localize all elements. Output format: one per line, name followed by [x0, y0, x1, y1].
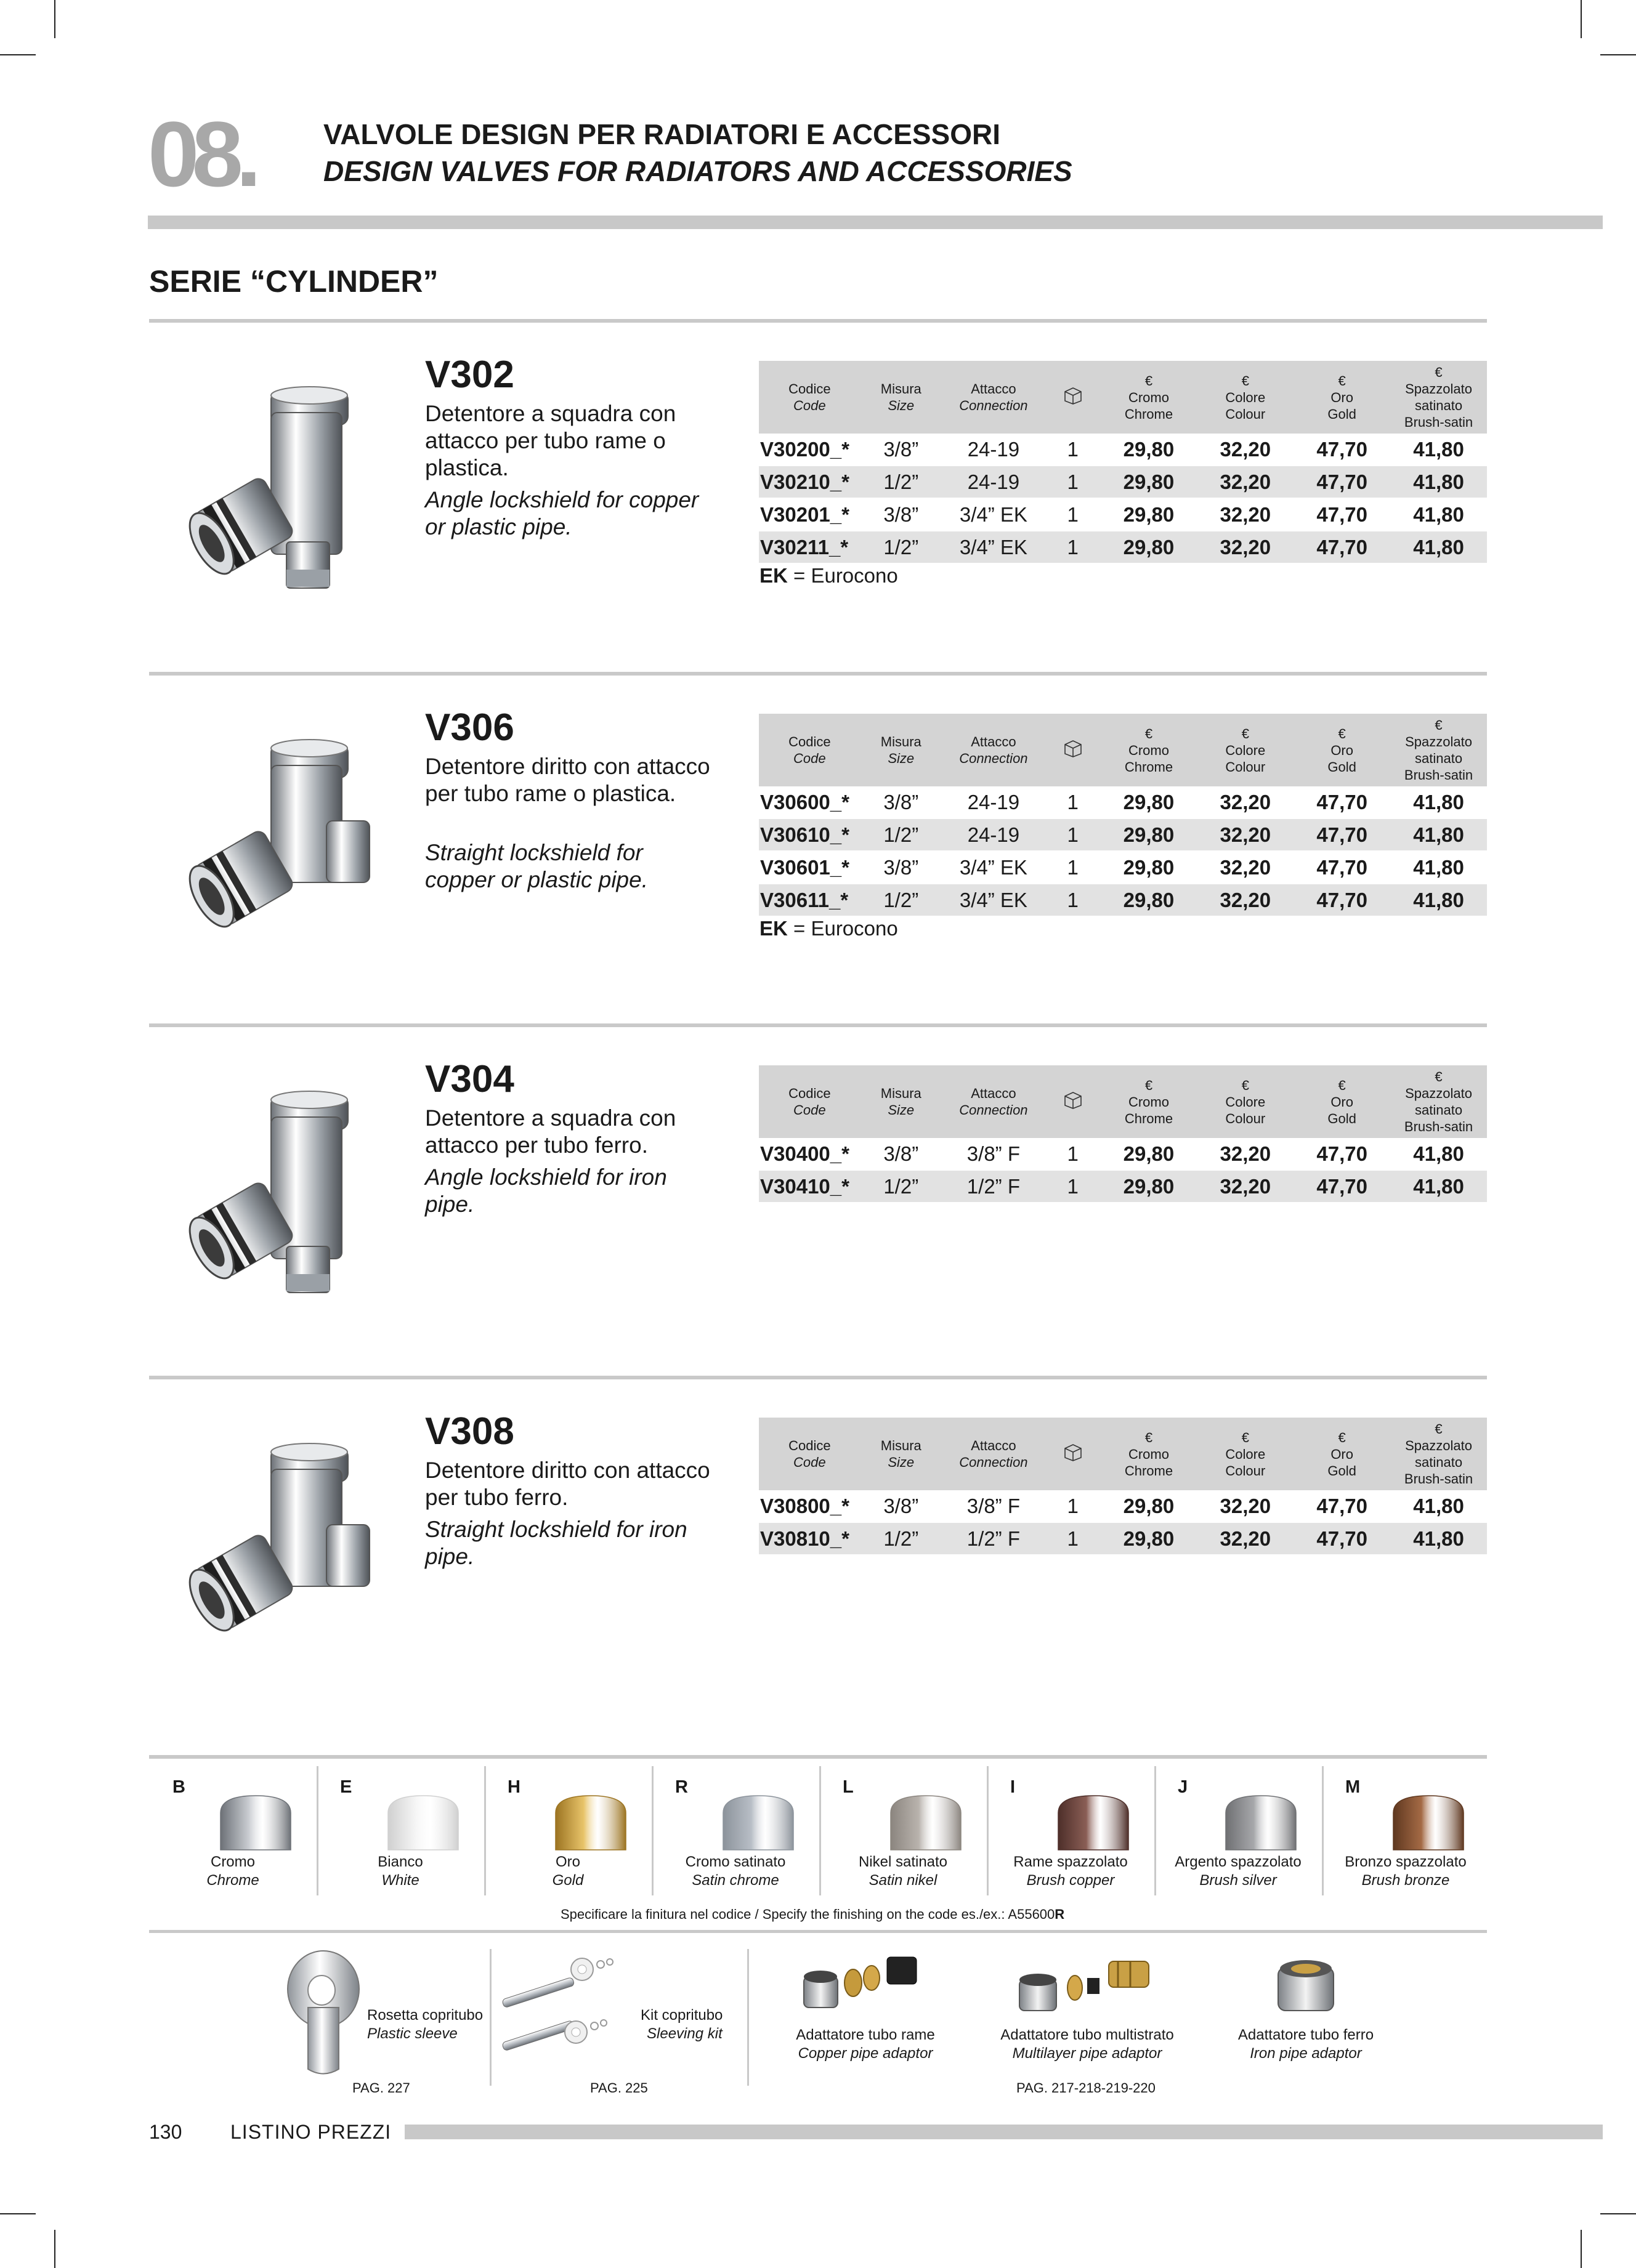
- cell-price-gold: 47,70: [1294, 851, 1390, 884]
- cell-price-chrome: 29,80: [1101, 884, 1197, 916]
- footer-label: LISTINO PREZZI: [230, 2121, 392, 2143]
- page-number: 130: [149, 2121, 182, 2143]
- product-code: V308: [425, 1410, 514, 1453]
- col-colour: € Colore Colour: [1197, 714, 1294, 786]
- finish-brush-copper[interactable]: [987, 1766, 1156, 1895]
- col-code: Codice Code: [759, 361, 861, 434]
- product-description-en: Straight lockshield for copper or plastic pipe.: [425, 840, 648, 892]
- cell-connection: 24-19: [942, 434, 1045, 466]
- finish-chrome[interactable]: [149, 1766, 318, 1895]
- series-title: SERIE “CYLINDER”: [149, 264, 439, 299]
- product-description-it: Detentore a squadra con attacco per tubo rame o plastica.: [425, 401, 676, 480]
- cell-price-gold: 47,70: [1294, 1138, 1390, 1170]
- finish-swatch: [383, 1788, 463, 1856]
- product-description-it: Detentore diritto con attacco per tubo rame o plastica.: [425, 754, 710, 806]
- col-code: Codice Code: [759, 1418, 861, 1490]
- accessory-divider: [747, 1949, 749, 2086]
- cell-price-gold: 47,70: [1294, 1490, 1390, 1522]
- col-brush: € Spazzolato satinato Brush-satin: [1390, 361, 1487, 434]
- product-description-en: Angle lockshield for iron pipe.: [425, 1164, 667, 1217]
- table-row[interactable]: [759, 1138, 1487, 1170]
- cell-pack: 1: [1045, 884, 1101, 916]
- valve-image[interactable]: [179, 1432, 413, 1679]
- cell-code: V30400_*: [759, 1138, 861, 1170]
- col-connection: Attacco Connection: [942, 1065, 1045, 1138]
- copper-adaptor-caption: Adattatore tubo rame Copper pipe adaptor: [796, 2027, 935, 2062]
- cell-size: 1/2”: [861, 466, 942, 498]
- product-block-v304: [0, 1049, 1636, 1394]
- cell-price-colour: 32,20: [1197, 1490, 1294, 1522]
- cell-price-gold: 47,70: [1294, 434, 1390, 466]
- col-code: Codice Code: [759, 1065, 861, 1138]
- table-row[interactable]: [759, 884, 1487, 916]
- cell-price-chrome: 29,80: [1101, 1138, 1197, 1170]
- footer-bar: [405, 2125, 1603, 2139]
- cell-price-chrome: 29,80: [1101, 434, 1197, 466]
- page-ref-kit[interactable]: PAG. 225: [590, 2080, 648, 2096]
- col-colour: € Colore Colour: [1197, 1065, 1294, 1138]
- finish-letter: E: [340, 1777, 352, 1797]
- table-note: EK = Eurocono: [759, 564, 898, 587]
- cell-price-chrome: 29,80: [1101, 818, 1197, 851]
- col-chrome: € Cromo Chrome: [1101, 1065, 1197, 1138]
- col-size: Misura Size: [861, 714, 942, 786]
- cell-pack: 1: [1045, 434, 1101, 466]
- col-colour: € Colore Colour: [1197, 361, 1294, 434]
- cell-code: V30601_*: [759, 851, 861, 884]
- cell-price-colour: 32,20: [1197, 434, 1294, 466]
- cell-size: 1/2”: [861, 884, 942, 916]
- col-chrome: € Cromo Chrome: [1101, 714, 1197, 786]
- cell-price-gold: 47,70: [1294, 1170, 1390, 1203]
- section-title-it: VALVOLE DESIGN PER RADIATORI E ACCESSORI: [323, 118, 1001, 150]
- finish-letter: L: [843, 1777, 854, 1797]
- finish-brush-bronze[interactable]: [1322, 1766, 1489, 1895]
- finish-swatch: [886, 1788, 966, 1856]
- cell-price-colour: 32,20: [1197, 1138, 1294, 1170]
- finish-name-it: Nikel satinato: [858, 1854, 948, 1870]
- cell-price-colour: 32,20: [1197, 531, 1294, 563]
- finish-note: Specificare la finitura nel codice / Specify the finishing on the code es./ex.: A55600R: [561, 1907, 1065, 1922]
- box-icon: [1063, 385, 1083, 406]
- product-code: V306: [425, 706, 514, 749]
- crop-mark: [54, 2230, 55, 2268]
- cell-price-chrome: 29,80: [1101, 786, 1197, 818]
- cell-code: V30810_*: [759, 1522, 861, 1555]
- cell-connection: 24-19: [942, 786, 1045, 818]
- cell-size: 3/8”: [861, 434, 942, 466]
- cell-pack: 1: [1045, 818, 1101, 851]
- finish-letter: R: [675, 1777, 688, 1797]
- col-pack: [1045, 1418, 1101, 1490]
- col-pack: [1045, 714, 1101, 786]
- col-gold: € Oro Gold: [1294, 714, 1390, 786]
- product-code: V304: [425, 1058, 514, 1100]
- cell-connection: 3/4” EK: [942, 531, 1045, 563]
- cell-price-brush: 41,80: [1390, 1138, 1487, 1170]
- valve-image[interactable]: [179, 728, 413, 975]
- cell-pack: 1: [1045, 498, 1101, 531]
- cell-price-brush: 41,80: [1390, 498, 1487, 531]
- cell-price-gold: 47,70: [1294, 1522, 1390, 1555]
- cell-pack: 1: [1045, 1522, 1101, 1555]
- cell-size: 1/2”: [861, 1522, 942, 1555]
- table-row[interactable]: [759, 531, 1487, 563]
- price-table: [759, 714, 1487, 917]
- finish-letter: B: [172, 1777, 185, 1797]
- col-gold: € Oro Gold: [1294, 1418, 1390, 1490]
- finish-name-en: White: [381, 1872, 419, 1889]
- crop-mark: [0, 2213, 36, 2214]
- cell-connection: 3/4” EK: [942, 884, 1045, 916]
- table-row[interactable]: [759, 434, 1487, 466]
- cell-size: 1/2”: [861, 818, 942, 851]
- cell-price-brush: 41,80: [1390, 1170, 1487, 1203]
- finish-name-en: Chrome: [206, 1872, 259, 1889]
- finish-brush-silver[interactable]: [1154, 1766, 1324, 1895]
- finishes-bottom-divider: [149, 1930, 1487, 1933]
- cell-code: V30410_*: [759, 1170, 861, 1203]
- finish-satin-nikel[interactable]: [819, 1766, 989, 1895]
- section-divider: [149, 672, 1487, 676]
- cell-price-colour: 32,20: [1197, 498, 1294, 531]
- accessory-divider: [490, 1949, 492, 2086]
- cell-connection: 3/4” EK: [942, 498, 1045, 531]
- table-row[interactable]: [759, 851, 1487, 884]
- cell-price-gold: 47,70: [1294, 818, 1390, 851]
- price-table: [759, 1065, 1487, 1203]
- price-table: [759, 1418, 1487, 1556]
- box-icon: [1063, 1089, 1083, 1110]
- cell-code: V30210_*: [759, 466, 861, 498]
- cell-pack: 1: [1045, 531, 1101, 563]
- col-connection: Attacco Connection: [942, 714, 1045, 786]
- finish-letter: I: [1010, 1777, 1016, 1797]
- product-description-it: Detentore diritto con attacco per tubo ferro.: [425, 1458, 710, 1510]
- copper-adaptor-image[interactable]: [801, 1946, 924, 2014]
- cell-code: V30211_*: [759, 531, 861, 563]
- cell-price-brush: 41,80: [1390, 466, 1487, 498]
- cell-pack: 1: [1045, 466, 1101, 498]
- box-icon: [1063, 738, 1083, 759]
- col-size: Misura Size: [861, 361, 942, 434]
- col-brush: € Spazzolato satinato Brush-satin: [1390, 1065, 1487, 1138]
- cell-price-brush: 41,80: [1390, 531, 1487, 563]
- cell-code: V30600_*: [759, 786, 861, 818]
- cell-price-chrome: 29,80: [1101, 1490, 1197, 1522]
- cell-price-gold: 47,70: [1294, 786, 1390, 818]
- product-code: V302: [425, 353, 514, 396]
- finish-swatch: [1388, 1788, 1468, 1856]
- col-pack: [1045, 361, 1101, 434]
- finish-swatch: [551, 1788, 631, 1856]
- finish-name-en: Brush silver: [1199, 1872, 1277, 1889]
- col-colour: € Colore Colour: [1197, 1418, 1294, 1490]
- cell-connection: 3/8” F: [942, 1490, 1045, 1522]
- cell-price-chrome: 29,80: [1101, 1522, 1197, 1555]
- cell-price-colour: 32,20: [1197, 884, 1294, 916]
- cell-size: 3/8”: [861, 786, 942, 818]
- crop-mark: [1600, 54, 1636, 55]
- cell-price-brush: 41,80: [1390, 818, 1487, 851]
- finish-name-it: Rame spazzolato: [1013, 1854, 1128, 1870]
- table-row[interactable]: [759, 786, 1487, 818]
- finish-satin-chrome[interactable]: [652, 1766, 821, 1895]
- cell-pack: 1: [1045, 851, 1101, 884]
- finish-letter: H: [508, 1777, 520, 1797]
- product-block-v308: [0, 1402, 1636, 1746]
- col-brush: € Spazzolato satinato Brush-satin: [1390, 1418, 1487, 1490]
- finish-letter: J: [1178, 1777, 1188, 1797]
- cell-connection: 3/4” EK: [942, 851, 1045, 884]
- sleeving-kit-image[interactable]: [499, 1952, 641, 2057]
- finish-name-it: Cromo: [210, 1854, 255, 1870]
- cell-pack: 1: [1045, 786, 1101, 818]
- cell-price-brush: 41,80: [1390, 1522, 1487, 1555]
- cell-price-chrome: 29,80: [1101, 531, 1197, 563]
- cell-price-gold: 47,70: [1294, 884, 1390, 916]
- cell-price-brush: 41,80: [1390, 434, 1487, 466]
- finish-swatch: [1053, 1788, 1133, 1856]
- cell-price-chrome: 29,80: [1101, 466, 1197, 498]
- cell-size: 3/8”: [861, 851, 942, 884]
- cell-price-brush: 41,80: [1390, 786, 1487, 818]
- col-chrome: € Cromo Chrome: [1101, 1418, 1197, 1490]
- product-description-en: Angle lockshield for copper or plastic pipe.: [425, 487, 699, 539]
- finish-name-en: Brush bronze: [1361, 1872, 1450, 1889]
- cell-size: 3/8”: [861, 498, 942, 531]
- cell-size: 3/8”: [861, 1138, 942, 1170]
- cell-price-colour: 32,20: [1197, 786, 1294, 818]
- cell-code: V30200_*: [759, 434, 861, 466]
- product-block-v306: [0, 698, 1636, 1043]
- cell-price-chrome: 29,80: [1101, 1170, 1197, 1203]
- section-divider: [149, 1376, 1487, 1379]
- price-table: [759, 361, 1487, 564]
- section-number: 08.: [148, 102, 254, 206]
- finish-name-en: Satin chrome: [692, 1872, 779, 1889]
- cell-code: V30610_*: [759, 818, 861, 851]
- cell-connection: 3/8” F: [942, 1138, 1045, 1170]
- finish-name-en: Gold: [552, 1872, 584, 1889]
- col-connection: Attacco Connection: [942, 361, 1045, 434]
- product-description-en: Straight lockshield for iron pipe.: [425, 1517, 687, 1569]
- finish-name-it: Bronzo spazzolato: [1345, 1854, 1467, 1870]
- crop-mark: [0, 54, 36, 55]
- col-gold: € Oro Gold: [1294, 1065, 1390, 1138]
- col-size: Misura Size: [861, 1418, 942, 1490]
- iron-adaptor-caption: Adattatore tubo ferro Iron pipe adaptor: [1237, 2027, 1374, 2062]
- page-ref-rosette[interactable]: PAG. 227: [352, 2080, 410, 2096]
- cell-price-colour: 32,20: [1197, 1170, 1294, 1203]
- cell-size: 1/2”: [861, 531, 942, 563]
- cell-size: 1/2”: [861, 1170, 942, 1203]
- col-pack: [1045, 1065, 1101, 1138]
- table-row[interactable]: [759, 1170, 1487, 1203]
- box-icon: [1063, 1442, 1083, 1463]
- cell-price-gold: 47,70: [1294, 498, 1390, 531]
- rosette-image[interactable]: [283, 1946, 363, 2081]
- cell-price-gold: 47,70: [1294, 531, 1390, 563]
- cell-connection: 24-19: [942, 818, 1045, 851]
- section-divider: [149, 319, 1487, 323]
- cell-price-colour: 32,20: [1197, 851, 1294, 884]
- cell-connection: 1/2” F: [942, 1522, 1045, 1555]
- col-connection: Attacco Connection: [942, 1418, 1045, 1490]
- cell-size: 3/8”: [861, 1490, 942, 1522]
- col-code: Codice Code: [759, 714, 861, 786]
- table-row[interactable]: [759, 498, 1487, 531]
- section-divider: [149, 1023, 1487, 1027]
- finishes-divider: [149, 1755, 1487, 1759]
- finish-name-it: Oro: [555, 1854, 580, 1870]
- crop-mark: [1600, 2213, 1636, 2214]
- rosette-caption: Rosetta copritubo Plastic sleeve: [367, 2007, 484, 2042]
- finish-swatch: [1221, 1788, 1301, 1856]
- valve-image[interactable]: [179, 376, 413, 622]
- header-bar: [148, 216, 1603, 229]
- table-row[interactable]: [759, 818, 1487, 851]
- finish-name-it: Cromo satinato: [685, 1854, 786, 1870]
- sleeving-kit-caption: Kit copritubo Sleeving kit: [641, 2007, 723, 2042]
- cell-price-colour: 32,20: [1197, 1522, 1294, 1555]
- cell-code: V30201_*: [759, 498, 861, 531]
- section-title-en: DESIGN VALVES FOR RADIATORS AND ACCESSORIES: [323, 155, 1072, 187]
- table-note: EK = Eurocono: [759, 917, 898, 940]
- multilayer-adaptor-image[interactable]: [1016, 1946, 1158, 2014]
- cell-price-colour: 32,20: [1197, 466, 1294, 498]
- col-brush: € Spazzolato satinato Brush-satin: [1390, 714, 1487, 786]
- finish-gold[interactable]: [484, 1766, 654, 1895]
- finish-letter: M: [1345, 1777, 1361, 1797]
- finish-name-en: Satin nikel: [869, 1872, 937, 1889]
- cell-code: V30800_*: [759, 1490, 861, 1522]
- col-gold: € Oro Gold: [1294, 361, 1390, 434]
- finish-name-en: Brush copper: [1026, 1872, 1115, 1889]
- cell-price-brush: 41,80: [1390, 851, 1487, 884]
- crop-mark: [1581, 0, 1582, 38]
- iron-adaptor-image[interactable]: [1272, 1955, 1340, 2017]
- cell-price-chrome: 29,80: [1101, 498, 1197, 531]
- finish-swatch: [718, 1788, 798, 1856]
- multilayer-adaptor-caption: Adattatore tubo multistrato Multilayer pipe adaptor: [1000, 2027, 1174, 2062]
- cell-pack: 1: [1045, 1170, 1101, 1203]
- cell-price-gold: 47,70: [1294, 466, 1390, 498]
- valve-image[interactable]: [179, 1080, 413, 1326]
- crop-mark: [1581, 2230, 1582, 2268]
- finish-name-it: Argento spazzolato: [1175, 1854, 1302, 1870]
- table-row[interactable]: [759, 1522, 1487, 1555]
- product-block-v302: [0, 345, 1636, 690]
- col-size: Misura Size: [861, 1065, 942, 1138]
- cell-price-brush: 41,80: [1390, 884, 1487, 916]
- cell-code: V30611_*: [759, 884, 861, 916]
- cell-connection: 1/2” F: [942, 1170, 1045, 1203]
- cell-price-chrome: 29,80: [1101, 851, 1197, 884]
- col-chrome: € Cromo Chrome: [1101, 361, 1197, 434]
- cell-price-colour: 32,20: [1197, 818, 1294, 851]
- crop-mark: [54, 0, 55, 38]
- cell-pack: 1: [1045, 1490, 1101, 1522]
- cell-pack: 1: [1045, 1138, 1101, 1170]
- table-row[interactable]: [759, 466, 1487, 498]
- finish-white[interactable]: [317, 1766, 486, 1895]
- product-description-it: Detentore a squadra con attacco per tubo ferro.: [425, 1105, 676, 1158]
- table-row[interactable]: [759, 1490, 1487, 1522]
- finish-swatch: [216, 1788, 296, 1856]
- cell-connection: 24-19: [942, 466, 1045, 498]
- page-ref-adaptors[interactable]: PAG. 217-218-219-220: [1016, 2080, 1156, 2096]
- cell-price-brush: 41,80: [1390, 1490, 1487, 1522]
- finish-name-it: Bianco: [378, 1854, 423, 1870]
